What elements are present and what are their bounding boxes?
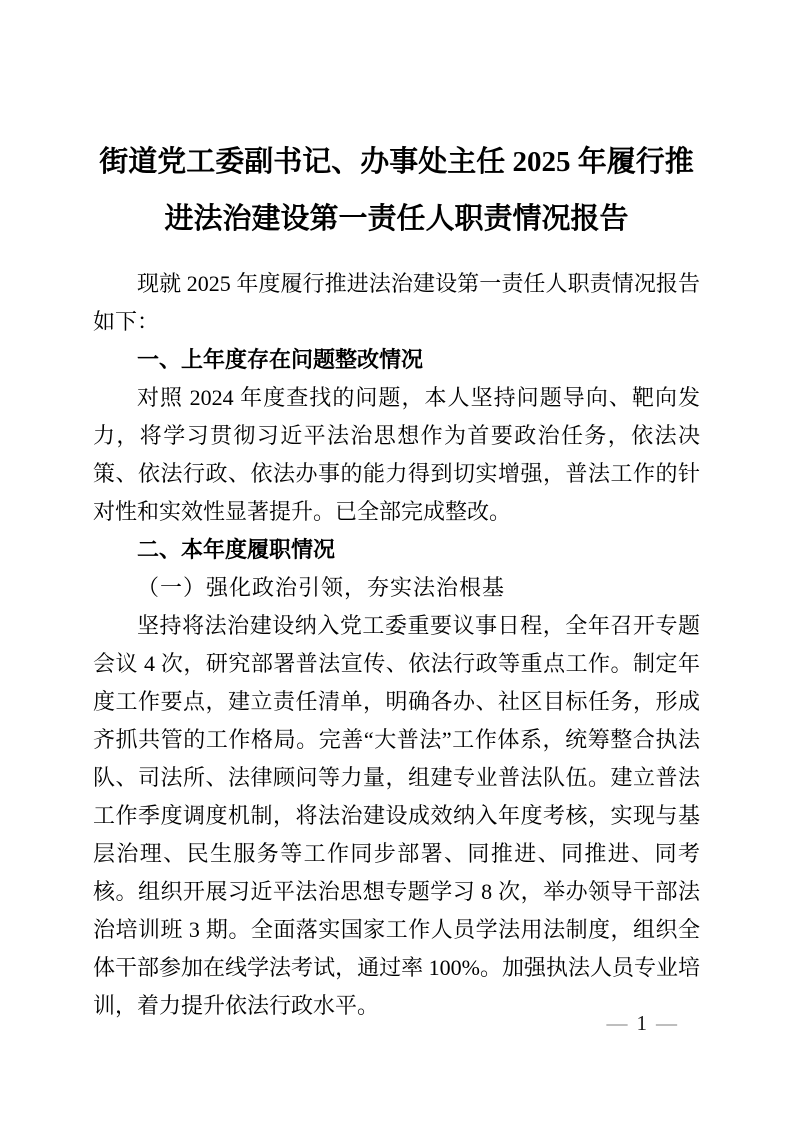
section-2-heading: 二、本年度履职情况 (137, 537, 336, 562)
page-number (607, 1008, 678, 1038)
section-1-heading: 一、上年度存在问题整改情况 (137, 347, 424, 372)
page-number-dash-left: — (606, 1011, 628, 1035)
section-1-paragraph: 对照 2024 年度查找的问题，本人坚持问题导向、靶向发力，将学习贯彻习近平法治思想作为首要政治任务，依法决策、依法行政、依法办事的能力得到切实增强，普法工作的针对性和实效性显著提升。已全部完成整改。 (93, 385, 700, 524)
page-number-value: 1 (636, 1011, 647, 1035)
page-number-dash-right: — (656, 1011, 677, 1035)
subsection-2-1-heading: （一）强化政治引领，夯实法治根基 (137, 575, 506, 600)
document-title: 街道党工委副书记、办事处主任 2025 年履行推进法治建设第一责任人职责情况报告 (99, 146, 694, 235)
intro-paragraph: 现就 2025 年度履行推进法治建设第一责任人职责情况报告如下： (93, 271, 700, 334)
subsection-2-1-paragraph: 坚持将法治建设纳入党工委重要议事日程，全年召开专题会议 4 次，研究部署普法宣传、依法行政等重点工作。制定年度工作要点，建立责任清单，明确各办、社区目标任务，形成齐抓共管的工作格局。完善“大普法”工作体系，统筹整合执法队、司法所、法律顾问等力量，组建专业普法队伍。建立普法工作季度调度机制，将法治建设成效纳入年度考核，实现与基层治理、民生服务等工作同步部署、同推进、同推进、同考核。组织开展习近平法治思想专题学习 8 次，举办领导干部法治培训班 3 期。全面落实国家工作人员学法用法制度，组织全体干部参加在线学法考试，通过率 100%。加强执法人员专业培训，着力提升依法行政水平。 (93, 613, 700, 1018)
